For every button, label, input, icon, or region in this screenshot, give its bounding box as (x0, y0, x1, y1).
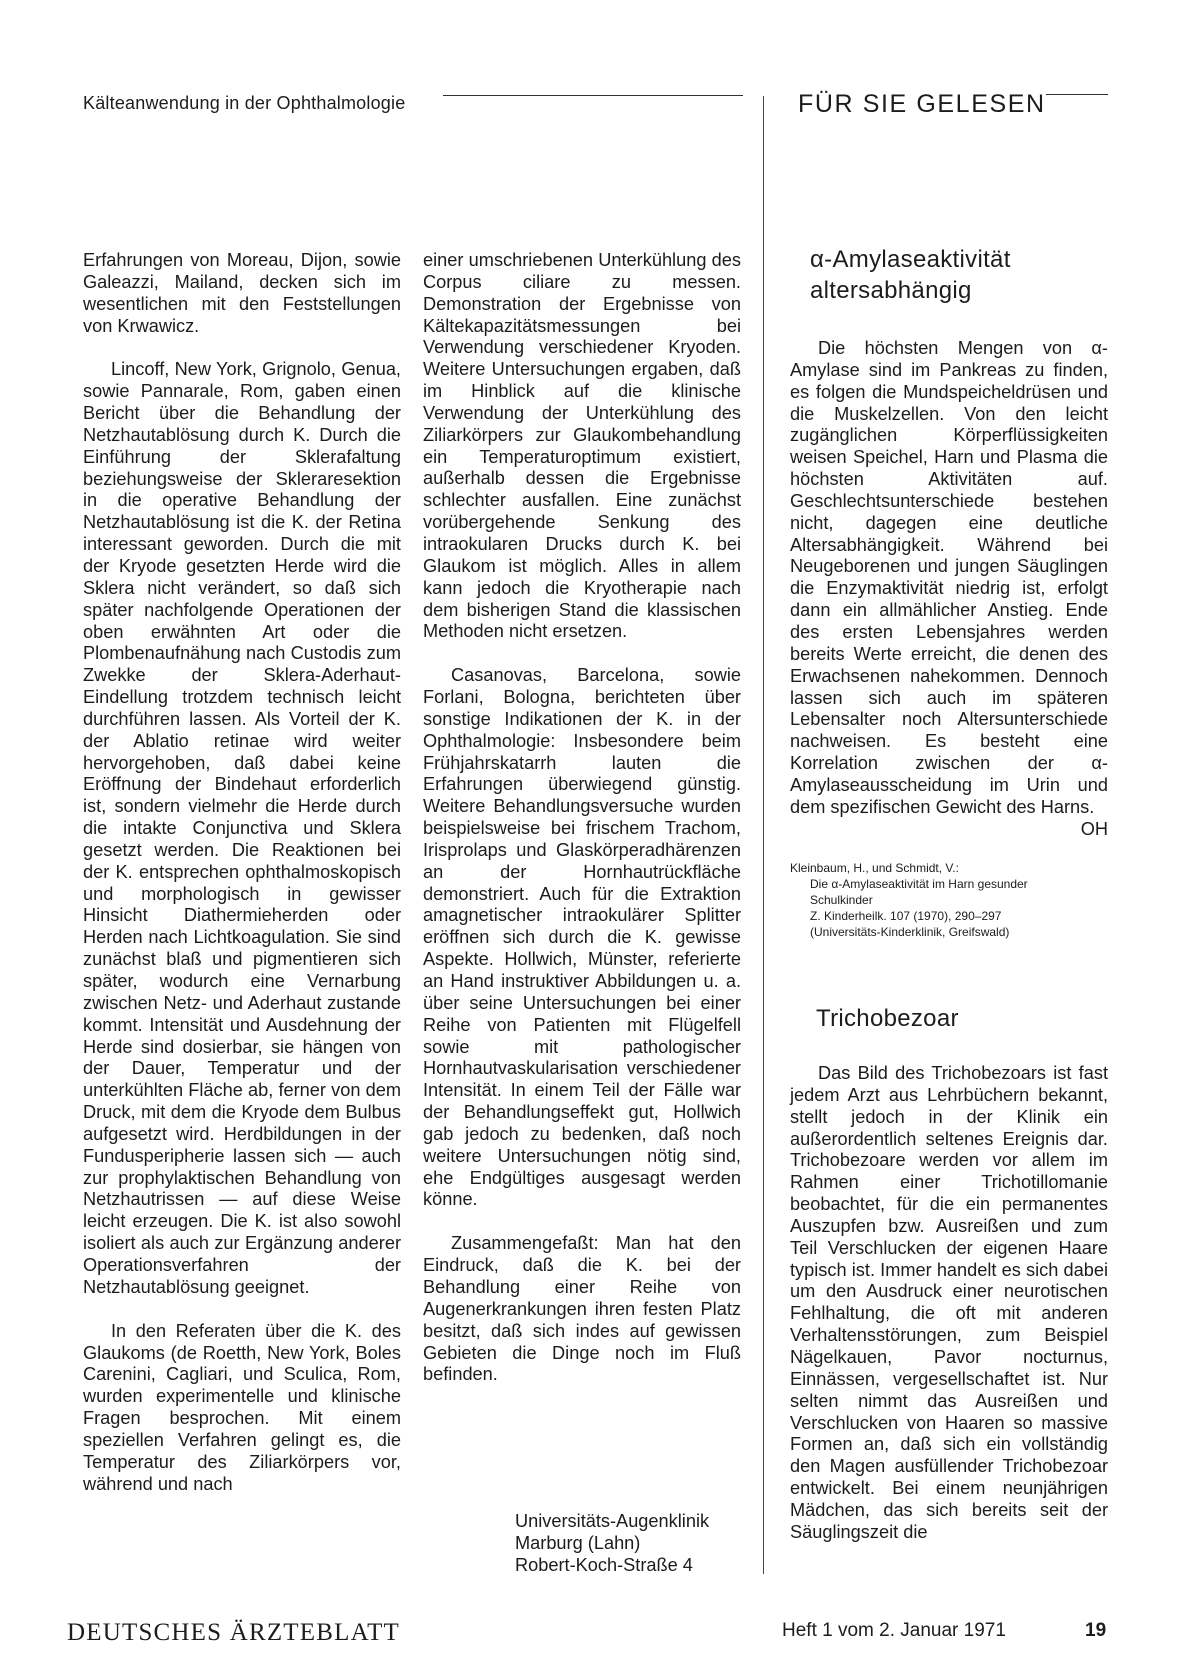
reference-title: Schulkinder (810, 893, 873, 907)
paragraph (790, 338, 1108, 840)
paragraph: Erfahrungen von Moreau, Dijon, sowie Galeazzi, Mailand, decken sich im wesentlichen mit den Feststellungen von Krwawicz. (83, 250, 401, 336)
address-line: Robert-Koch-Straße 4 (515, 1555, 693, 1575)
paragraph: Das Bild des Trichobezoars ist fast jedem Arzt aus Lehrbüchern bekannt, stellt jedoch in der Klinik ein außerordentlich seltenes Ereignis dar. Trichobezoare werden vor allem im Rahmen einer Trichotillomanie beobachtet, für die ein permanentes Auszupfen bzw. Ausreißen und zum Teil Verschlucken der eigenen Haare typisch ist. Immer handelt es sich dabei um den Ausdruck einer neurotischen Fehlhaltung, die oft mit anderen Verhaltensstörungen, zum Beispiel Nägelkauen, Pavor nocturnus, Einnässen, vergesellschaftet ist. Nur selten nimmt das Ausreißen und Verschlucken von Haaren so massive Formen an, daß sich ein vollständig den Magen ausfüllender Trichobezoar entwickelt. Bei einem neunjährigen Mädchen, das sich bereits seit der Säuglingszeit die (790, 1063, 1108, 1542)
address-line: Universitäts-Augenklinik (515, 1511, 710, 1531)
header-rule-right (1046, 94, 1108, 95)
author-signature: OH (1080, 818, 1108, 839)
article-title-trichobezoar: Trichobezoar (816, 1005, 959, 1032)
issue-info: Heft 1 vom 2. Januar 1971 (782, 1620, 1006, 1641)
reference-journal: Z. Kinderheilk. 107 (1970), 290–297 (810, 909, 1002, 923)
section-title: Kälteanwendung in der Ophthalmologie (83, 93, 413, 113)
paragraph: Lincoff, New York, Grignolo, Genua, sowie Pannarale, Rom, gaben einen Bericht über die Behandlung der Netzhautablösung durch K. Durch die Einführung der Sklerafaltung beziehungsweise der Skleraresektion in die operative Behandlung der Netzhautablösung ist die K. der Retina interessant geworden. Durch die mit der Kryode gesetzten Herde wird die Sklera nicht verändert, so daß sich später nachfolgende Operationen der oben erwähnten Art oder die Plombenaufnähung nach Custodis zum Zwekke der Sklera-Aderhaut-Eindellung trotzdem technisch leicht durchführen lassen. Als Vorteil der K. der Ablatio retinae wird weiter hervorgehoben, daß dabei keine Eröffnung der Bindehaut erforderlich ist, sondern vielmehr die Herde durch die intakte Conjunctiva und Sklera gesetzt werden. Die Reaktionen bei der K. entsprechen ophthalmoskopisch und morphologisch in gewisser Hinsicht Diathermieherden oder Herden nach Lichtkoagulation. Sie sind zunächst blaß und pigmentieren sich später, wodurch eine Vernarbung zwischen Netz- und Aderhaut zustande kommt. Intensität und Ausdehnung der Herde sind dosierbar, sie hängen von der Dauer, Temperatur und der unterkühlten Fläche ab, ferner von dem Druck, mit dem die Kryode dem Bulbus aufgesetzt wird. Herdbildungen in der Fundusperipherie lassen sich — auch zur prophylaktischen Behandlung von Netzhautrissen — auf diese Weise leicht erzeugen. Die K. ist also sowohl isoliert als auch zur Ergänzung anderer Operationsverfahren der Netzhautablösung geeignet. (83, 359, 401, 1297)
column-divider (763, 96, 764, 1574)
article-title-amylase (790, 244, 1128, 306)
title-line: α-Amylaseaktivität (810, 246, 1011, 273)
reference-institution: (Universitäts-Kinderklinik, Greifswald) (810, 925, 1010, 939)
running-header-left (83, 93, 743, 117)
article-column-2 (423, 250, 741, 1386)
paragraph: einer umschriebenen Unterkühlung des Corpus ciliare zu messen. Demonstration der Ergebnisse von Kältekapazitätsmessungen bei Verwendung verschiedener Kryoden. Weitere Untersuchungen ergaben, daß im Hinblick auf die klinische Verwendung der Unterkühlung des Ziliarkörpers zur Glaukombehandlung ein Temperaturoptimum existiert, außerhalb dessen die Ergebnisse schlechter ausfallen. Eine zunächst vorübergehende Senkung des intraokularen Drucks durch K. bei Glaukom ist möglich. Alles in allem kann jedoch die Kryotherapie nach dem bisherigen Stand die klassischen Methoden nicht ersetzen. (423, 250, 741, 642)
reference-block (790, 860, 1108, 940)
address-line: Marburg (Lahn) (515, 1533, 641, 1553)
title-line: altersabhängig (810, 277, 972, 304)
author-address (515, 1510, 709, 1576)
header-rule-left (443, 95, 743, 96)
paragraph-text: Die höchsten Mengen von α-Amylase sind im Pankreas zu finden, es folgen die Mundspeicheldrüsen und die Muskelzellen. Von den leicht zugänglichen Körperflüssigkeiten weisen Speichel, Harn und Plasma die höchsten Aktivitäten auf. Geschlechtsunterschiede bestehen nicht, dagegen eine deutliche Altersabhängigkeit. Während bei Neugeborenen und jungen Säuglingen die Enzymaktivität niedrig ist, erfolgt dann ein allmählicher Anstieg. Ende des ersten Lebensjahres werden bereits Werte erreicht, die denen des Erwachsenen nahekommen. Dennoch lassen sich auch im späteren Lebensalter noch Altersunterschiede nachweisen. Es besteht eine Korrelation zwischen der α-Amylaseausscheidung im Urin und dem spezifischen Gewicht des Harns. (790, 338, 1108, 817)
article-body-amylase (790, 338, 1108, 840)
column-heading: FÜR SIE GELESEN (798, 90, 1046, 118)
running-header-right (798, 90, 1108, 120)
article-body-trichobezoar (790, 1063, 1108, 1544)
paragraph: Casanovas, Barcelona, sowie Forlani, Bologna, berichteten über sonstige Indikationen der K. in der Ophthalmologie: Insbesondere beim Frühjahrskatarrh lauten die Erfahrungen überwiegend günstig. Weitere Behandlungsversuche wurden beispielsweise bei frischem Trachom, Irisprolaps und Glaskörperadhärenzen an der Hornhautrückfläche demonstriert. Auch für die Extraktion amagnetischer intraokulärer Splitter eröffnen sich durch die K. gewisse Aspekte. Hollwich, Münster, referierte an Hand instruktiver Abbildungen u. a. über seine Untersuchungen bei einer Reihe von Patienten mit Flügelfell sowie mit pathologischer Hornhautvaskularisation verschiedener Intensität. In einem Teil der Fälle war der Behandlungseffekt gut, Hollwich gab jedoch zu bedenken, daß noch weitere Untersuchungen nötig sind, ehe Endgültiges ausgesagt werden könne. (423, 665, 741, 1210)
reference-title: Die α-Amylaseaktivität im Harn gesunder (810, 877, 1028, 891)
article-column-1 (83, 250, 401, 1495)
journal-name: DEUTSCHES ÄRZTEBLATT (67, 1619, 401, 1646)
paragraph: In den Referaten über die K. des Glaukoms (de Roetth, New York, Boles Carenini, Cagliari, und Sculica, Rom, wurden experimentelle und klinische Fragen besprochen. Mit einem speziellen Verfahren gelingt es, die Temperatur des Ziliarkörpers vor, während und nach (83, 1320, 401, 1494)
reference-authors: Kleinbaum, H., und Schmidt, V.: (790, 861, 959, 875)
paragraph: Zusammengefaßt: Man hat den Eindruck, daß die K. bei der Behandlung einer Reihe von Augenerkrankungen ihren festen Platz besitzt, daß sich indes auf gewissen Gebieten die Dinge noch im Fluß befinden. (423, 1233, 741, 1385)
page-number: 19 (1085, 1620, 1107, 1641)
